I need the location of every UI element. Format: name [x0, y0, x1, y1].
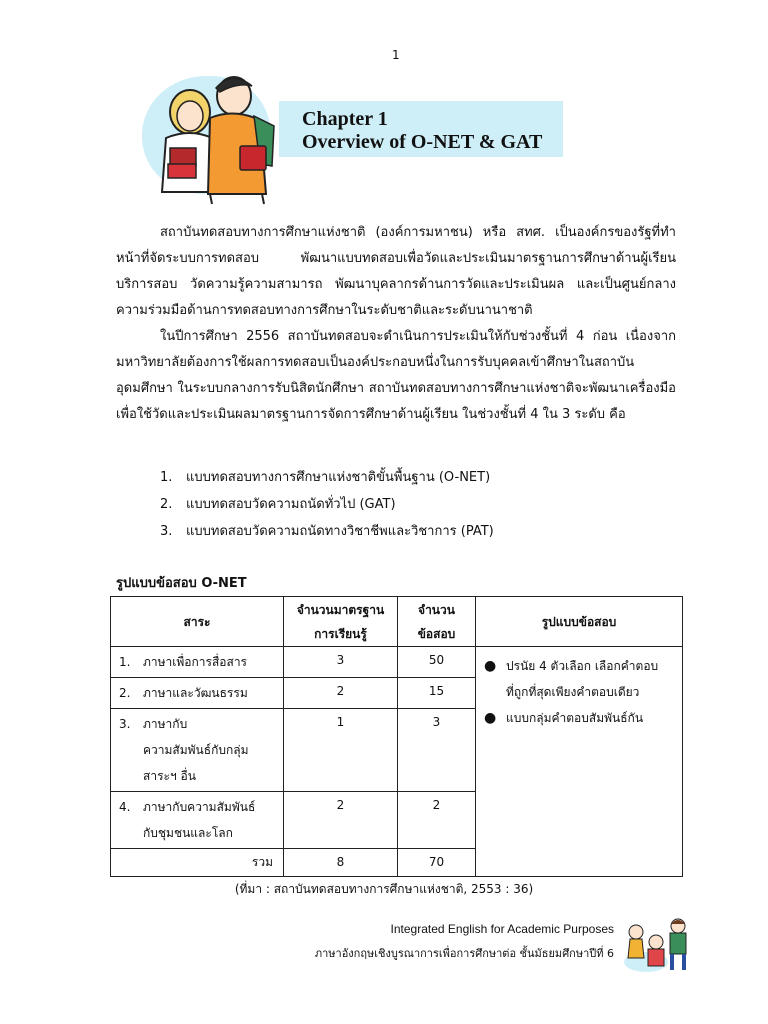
format-line: แบบกลุ่มคำตอบสัมพันธ์กัน — [506, 711, 644, 725]
header-standards — [284, 597, 398, 647]
intro-paragraph-2-text: ในปีการศึกษา 2556 สถาบันทดสอบจะดำเนินการประเมินให้กับช่วงชั้นที่ 4 ก่อน เนื่องจากมหาวิทยาลัยต้องการใช้ผลการทดสอบเป็นองค์ประกอบหนึ่งในการรับบุคคลเข้าศึกษาในสถาบันอุดมศึกษา ในระบบกลางการรับนิสิตนักศึกษา สถาบันทดสอบทางการศึกษาแห่งชาติจะพัฒนาเครื่องมือเพื่อใช้วัดและประเมินผลมาตรฐานการจัดการศึกษาด้านผู้เรียน ในช่วงชั้นที่ 4 ใน 3 ระดับ คือ — [116, 329, 676, 422]
total-label: รวม — [111, 849, 284, 877]
count-cell: 2 — [398, 792, 476, 849]
list-item-text: แบบทดสอบวัดความถนัดทางวิชาชีพและวิชาการ (PAT) — [186, 524, 494, 539]
list-item-text: แบบทดสอบทางการศึกษาแห่งชาติขั้นพื้นฐาน (O-NET) — [186, 470, 491, 485]
section-title: รูปแบบข้อสอบ O-NET — [116, 576, 247, 591]
format-bullet — [484, 653, 674, 705]
footer-kids-clipart-icon — [622, 912, 694, 976]
list-item — [160, 518, 494, 545]
row-number: 4. — [119, 800, 131, 814]
page-number: 1 — [392, 48, 400, 62]
standards-cell: 2 — [284, 792, 398, 849]
format-line: ที่ถูกที่สุดเพียงคำตอบเดียว — [506, 685, 640, 699]
students-clipart-icon — [128, 66, 298, 206]
intro-paragraph-1 — [116, 220, 676, 324]
table-row — [111, 647, 683, 678]
chapter-header — [128, 66, 568, 206]
onet-format-table — [110, 596, 683, 877]
count-cell: 3 — [398, 709, 476, 792]
subject-cell — [111, 647, 284, 678]
header-subject: สาระ — [111, 597, 284, 647]
list-item-number: 1. — [160, 470, 173, 485]
list-item-number: 3. — [160, 524, 173, 539]
footer-english-title: Integrated English for Academic Purposes — [390, 922, 614, 936]
footer-thai-title: ภาษาอังกฤษเชิงบูรณาการเพื่อการศึกษาต่อ ชั้นมัธยมศึกษาปีที่ 6 — [314, 947, 614, 960]
count-cell: 15 — [398, 678, 476, 709]
count-cell: 50 — [398, 647, 476, 678]
header-standards-line-1: จำนวนมาตรฐาน — [296, 602, 385, 617]
subject-line: ภาษากับความสัมพันธ์ — [143, 800, 256, 814]
subject-cell — [111, 678, 284, 709]
header-format: รูปแบบข้อสอบ — [476, 597, 683, 647]
row-number: 2. — [119, 686, 131, 700]
format-bullet — [484, 705, 674, 731]
format-line: ปรนัย 4 ตัวเลือก เลือกคำตอบ — [506, 659, 659, 673]
standards-cell: 1 — [284, 709, 398, 792]
header-standards-line-2: การเรียนรู้ — [314, 626, 367, 641]
chapter-title — [302, 108, 542, 154]
subject-line: ความสัมพันธ์กับกลุ่ม — [143, 743, 249, 757]
bullet-icon: ● — [484, 710, 497, 726]
chapter-number: Chapter 1 — [302, 108, 388, 130]
format-cell — [476, 647, 683, 877]
total-standards: 8 — [284, 849, 398, 877]
total-count: 70 — [398, 849, 476, 877]
intro-paragraph-2 — [116, 324, 676, 428]
header-count-line-2: ข้อสอบ — [417, 626, 456, 641]
subject-line: ภาษาและวัฒนธรรม — [143, 686, 248, 700]
subject-cell — [111, 792, 284, 849]
list-item-text: แบบทดสอบวัดความถนัดทั่วไป (GAT) — [186, 497, 396, 512]
subject-line: ภาษาเพื่อการสื่อสาร — [143, 655, 248, 669]
table-header-row — [111, 597, 683, 647]
chapter-subtitle: Overview of O-NET & GAT — [302, 131, 543, 153]
bullet-icon: ● — [484, 658, 497, 674]
row-number: 1. — [119, 655, 131, 669]
list-item — [160, 491, 494, 518]
header-count-line-1: จำนวน — [418, 602, 455, 617]
subject-line: ภาษากับ — [143, 717, 188, 731]
header-item-count — [398, 597, 476, 647]
standards-cell: 3 — [284, 647, 398, 678]
standards-cell: 2 — [284, 678, 398, 709]
list-item-number: 2. — [160, 497, 173, 512]
intro-paragraph-1-text: สถาบันทดสอบทางการศึกษาแห่งชาติ (องค์การมหาชน) หรือ สทศ. เป็นองค์กรของรัฐที่ทำหน้าที่จัดระบบการทดสอบ พัฒนาแบบทดสอบเพื่อวัดและประเมินมาตรฐานการศึกษาด้านผู้เรียน บริการสอบ วัดความรู้ความสามารถ พัฒนาบุคลากรด้านการวัดและประเมินผล และเป็นศูนย์กลางความร่วมมือด้านการทดสอบทางการศึกษาในระดับชาติและระดับนานาชาติ — [116, 225, 676, 318]
row-number: 3. — [119, 717, 131, 731]
test-levels-list — [160, 464, 494, 545]
subject-line: กับชุมชนและโลก — [143, 826, 233, 840]
subject-line: สาระฯ อื่น — [143, 769, 196, 783]
source-citation: (ที่มา : สถาบันทดสอบทางการศึกษาแห่งชาติ, 2553 : 36) — [234, 882, 534, 896]
list-item — [160, 464, 494, 491]
subject-cell — [111, 709, 284, 792]
